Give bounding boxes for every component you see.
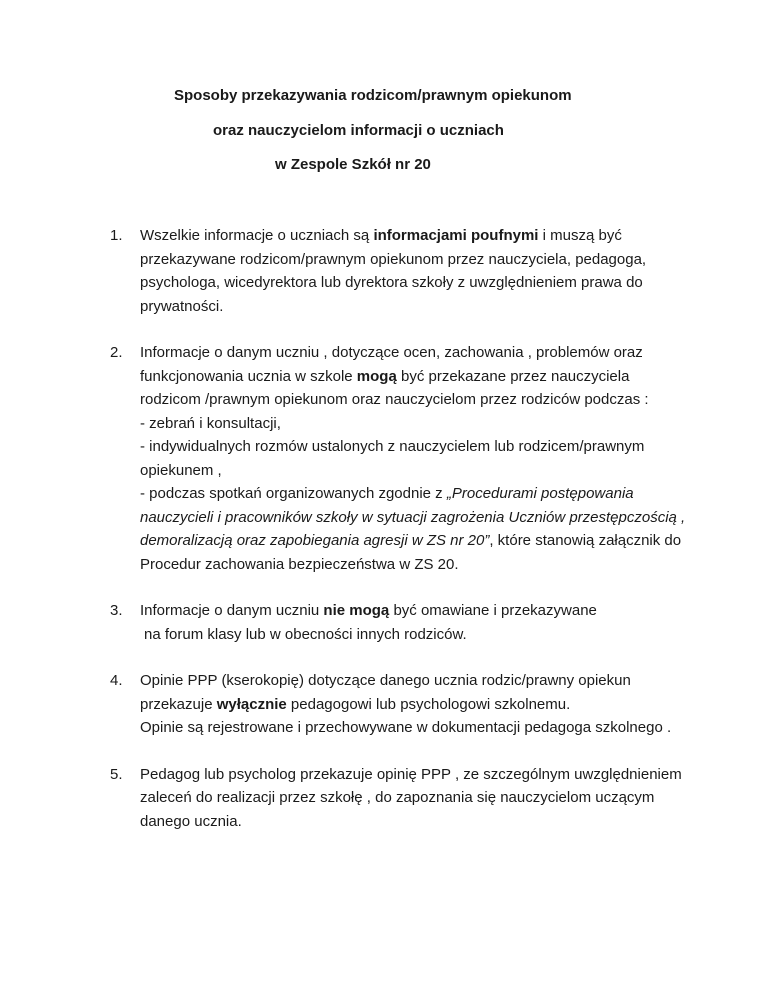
item-1-text-part1: Wszelkie informacje o uczniach są [140,227,374,244]
item-3-line-2: na forum klasy lub w obecności innych rodziców. [144,625,467,643]
list-item-2 [110,341,690,576]
list-item-1 [110,224,690,318]
item-2-bullet-3 [140,482,690,576]
item-4-text-part1: Opinie PPP (kserokopię) dotyczące danego ucznia rodzic/prawny opiekun przekazuje [140,672,631,713]
item-1-bold: informacjami poufnymi [373,227,539,244]
item-3-bold: nie mogą [323,602,390,619]
item-4-bold: wyłącznie [216,695,287,713]
item-4-text-part2: pedagogowi lub psychologowi szkolnemu. [286,695,571,713]
item-2-bullet-3-italic: „Procedurami postępowania nauczycieli i pracowników szkoły w sytuacji zagrożenia Uczniów przestępczością , demoralizacją oraz zapobiegania agresji w ZS nr 20” [140,485,686,549]
item-5-text: Pedagog lub psycholog przekazuje opinię PPP , ze szczególnym uwzględnieniem zaleceń do realizacji przez szkołę , do zapoznania się nauczycielom uczącym danego ucznia. [140,765,682,830]
item-2-text-part1: Informacje o danym uczniu , dotyczące ocen, zachowania , problemów oraz funkcjonowania ucznia w szkole [140,344,643,385]
item-3-text-part1: Informacje o danym uczniu [140,602,324,619]
item-2-bullet-3-suffix: , które stanowią załącznik do Procedur zachowania bezpieczeństwa w ZS 20. [140,532,682,573]
list-item-5 [110,763,690,834]
item-1-text-part2: i muszą być przekazywane rodzicom/prawnym opiekunom przez nauczyciela, pedagoga, psychologa, wicedyrektora lub dyrektora szkoły z uwzględnieniem prawa do prywatności. [140,227,647,315]
item-1-text [140,224,690,318]
item-4-text [140,669,690,716]
list-number: 5. [110,765,123,783]
item-2-bullet-2: - indywidualnych rozmów ustalonych z nauczycielem lub rodzicem/prawnym opiekunem , [140,438,645,479]
title-line-3: w Zespole Szkół nr 20 [275,156,431,173]
list-number: 3. [110,602,123,619]
list-item-3 [110,599,690,646]
list-number: 4. [110,672,123,689]
item-2-text [140,341,690,412]
item-2-bullet-1: - zebrań i konsultacji, [140,414,281,432]
list-number: 1. [110,227,123,244]
numbered-list [110,224,690,833]
item-2-bullet-3-prefix: - podczas spotkań organizowanych zgodnie z [140,485,447,502]
title-line-2: oraz nauczycielom informacji o uczniach [213,122,504,139]
list-number: 2. [110,344,123,361]
item-3-text-part2: być omawiane i przekazywane [389,602,597,619]
list-item-4 [110,669,690,740]
title-line-1: Sposoby przekazywania rodzicom/prawnym opiekunom [174,87,572,104]
item-3-text [140,599,690,623]
item-2-text-part2: być przekazane przez nauczyciela rodzicom /prawnym opiekunom oraz nauczycielom przez rodziców podczas : [140,367,649,408]
item-2-bold: mogą [356,367,397,385]
item-4-line-2: Opinie są rejestrowane i przechowywane w dokumentacji pedagoga szkolnego . [140,719,672,736]
